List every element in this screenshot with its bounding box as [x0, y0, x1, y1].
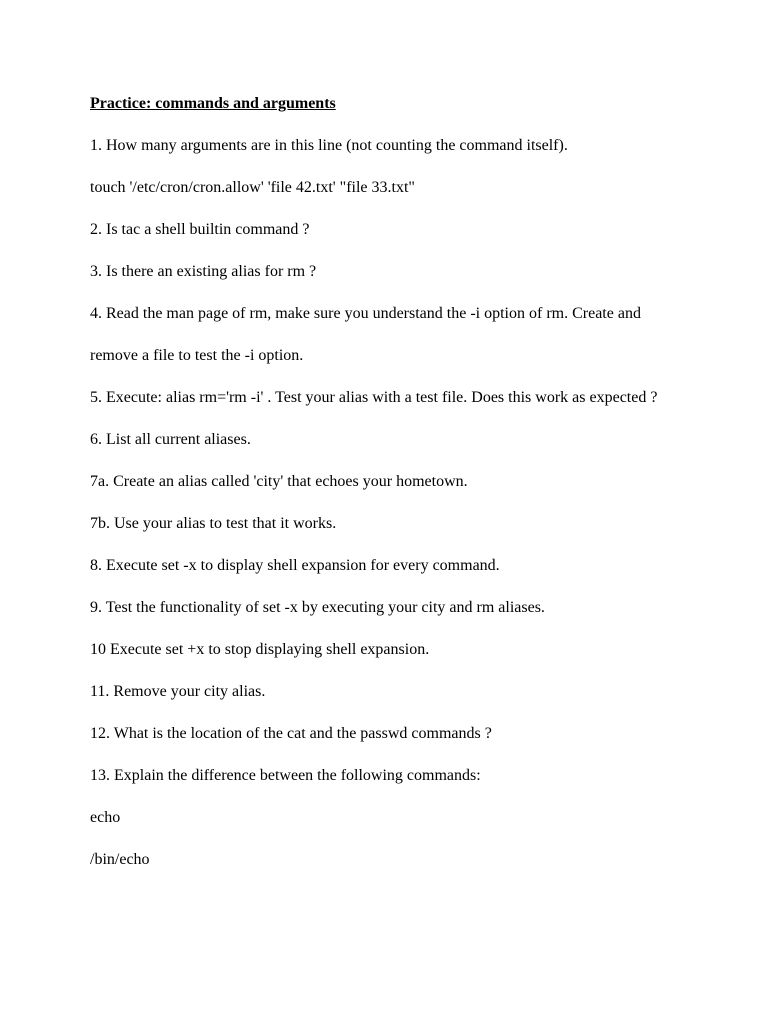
question-12: 12. What is the location of the cat and the passwd commands ? — [90, 725, 492, 742]
question-6: 6. List all current aliases. — [90, 431, 251, 448]
question-13: 13. Explain the difference between the following commands: — [90, 767, 481, 784]
question-2: 2. Is tac a shell builtin command ? — [90, 221, 310, 238]
question-11: 11. Remove your city alias. — [90, 683, 266, 700]
question-5: 5. Execute: alias rm='rm -i' . Test your alias with a test file. Does this work as expected ? — [90, 389, 658, 406]
question-9: 9. Test the functionality of set -x by executing your city and rm aliases. — [90, 599, 545, 616]
question-3: 3. Is there an existing alias for rm ? — [90, 263, 317, 280]
question-4: 4. Read the man page of rm, make sure you understand the -i option of rm. Create and — [90, 305, 641, 322]
question-4-continued: remove a file to test the -i option. — [90, 347, 304, 364]
document-title: Practice: commands and arguments — [90, 95, 336, 112]
question-10: 10 Execute set +x to stop displaying shell expansion. — [90, 641, 430, 658]
question-8: 8. Execute set -x to display shell expansion for every command. — [90, 557, 500, 574]
question-7b: 7b. Use your alias to test that it works. — [90, 515, 337, 532]
command-echo: echo — [90, 809, 121, 826]
command-example: touch '/etc/cron/cron.allow' 'file 42.txt' "file 33.txt" — [90, 179, 415, 196]
command-bin-echo: /bin/echo — [90, 851, 150, 868]
question-1: 1. How many arguments are in this line (not counting the command itself). — [90, 137, 568, 154]
document-content — [90, 93, 680, 891]
question-7a: 7a. Create an alias called 'city' that echoes your hometown. — [90, 473, 468, 490]
